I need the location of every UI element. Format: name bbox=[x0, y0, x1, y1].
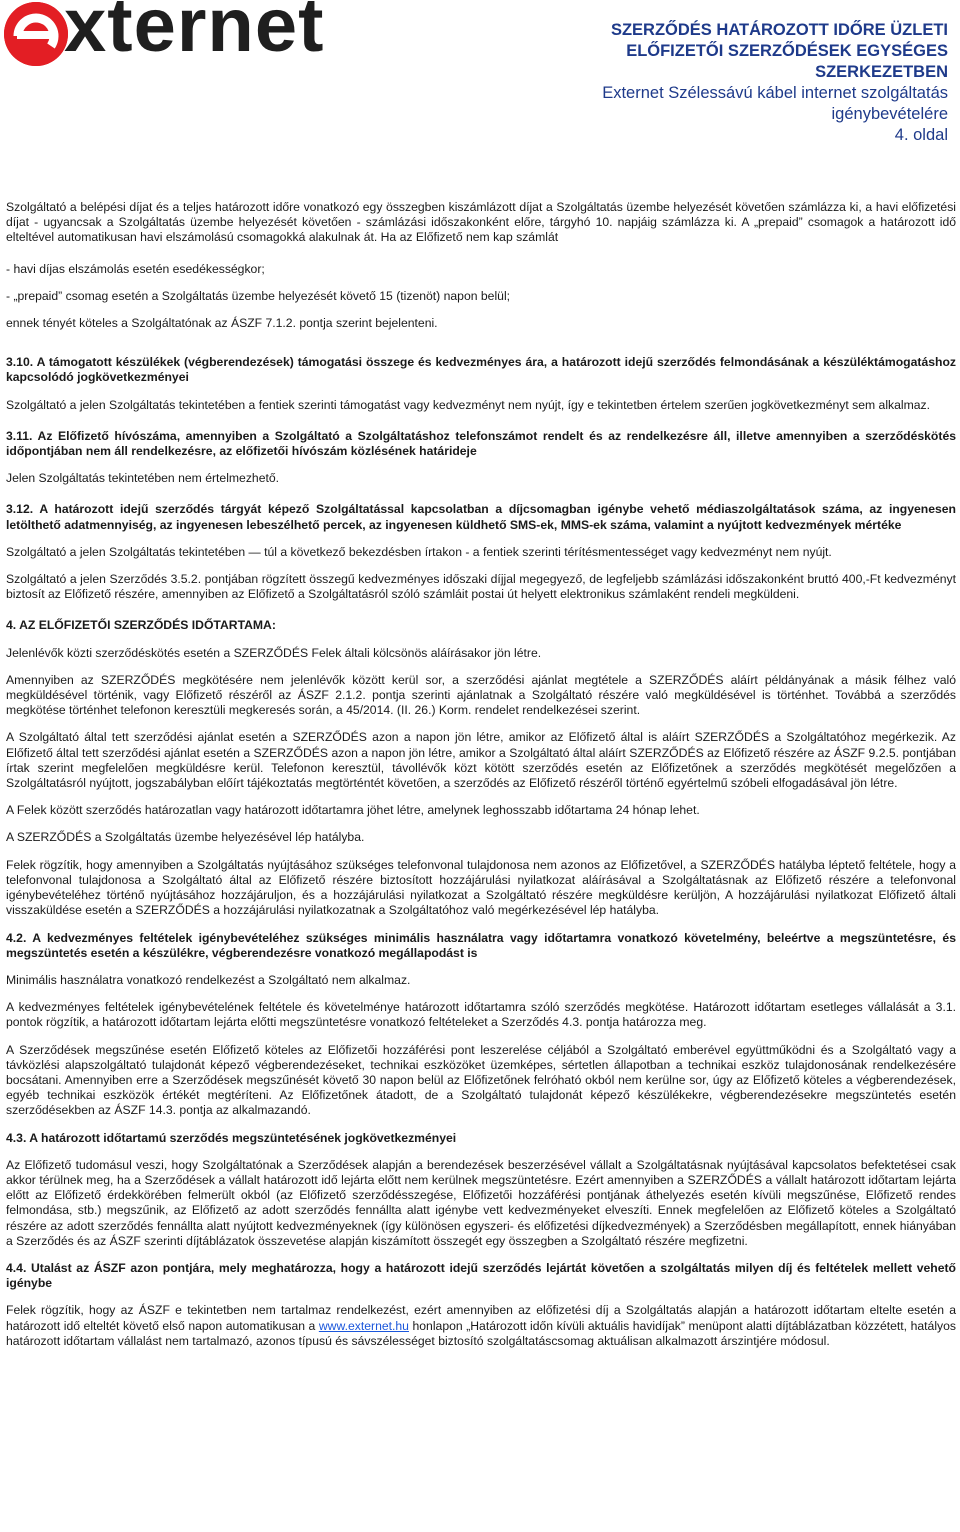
paragraph-4-4 bbox=[6, 1303, 956, 1349]
paragraph-4-e: A SZERZŐDÉS a Szolgáltatás üzembe helyezésével lép hatályba. bbox=[6, 830, 365, 845]
paragraph-4-a: Jelenlévők közti szerződéskötés esetén a SZERZŐDÉS Felek általi kölcsönös aláírásakor jön létre. bbox=[6, 645, 542, 660]
title-line-3: SZERKEZETBEN bbox=[815, 63, 948, 81]
paragraph-4-2-c: A Szerződések megszűnése esetén Előfizető köteles az Előfizetői hozzáférési pont leszerelése céljából a Szolgáltató emberével együttműködni és a Szolgáltató vagy a távközlési alapszolgáltató tulajdonát képező végberendezéseket, technikai eszközöket üzemképes, sértetlen állapotban a technikai eszköz tulajdonosának rendelkezésére bocsátani. Amennyiben erre a Szerződések megszűnését követő 30 napon belül az Előfizetőnek felróható okból nem kerülne sor, úgy az Előfizető köteles a végberendezések, egyéb technikai eszközök értékét megtéríteni. Az Előfizetőnek átadott, de a Szolgáltató tulajdonát képező készülékekre, végberendezésekre megszüntetés esetén szerződésekben az ÁSZF 14.3. pontja az alkalmazandó. bbox=[6, 1042, 956, 1118]
logo-wordmark: xternet bbox=[64, 0, 325, 68]
list-item-prepaid: - „prepaid” csomag esetén a Szolgáltatás üzembe helyezését követő 15 (tizenöt) napon belül; bbox=[6, 288, 511, 303]
paragraph-4-3: Az Előfizető tudomásul veszi, hogy Szolgáltatónak a Szerződések alapján a berendezések beszerzésével vállalt a Szolgáltatásnak nyújtásával kapcsolatos befektetései csak akkor térülnek meg, ha a Szerződések a vállalt határozott idő lejárta előtt nem kerülnek megszüntetésre. Ezért amennyiben a SZERZŐDÉS a vállalt határozott időtartam lejárta előtt az Előfizető érdekkörében felmerült okból (az Előfizető szerződésszegése, Előfizetői hozzáférési pontjának áthelyezés esetén kívüli megszűnése, Előfizető rendes felmondása, stb.) megszűnik, az Előfizető az adott szerződés fennállta alatt igénybe vett kedvezményeket elveszíti. Ennek megfelelően az Előfizető köteles a Szolgáltató részére az adott szerződés fennállta alatt nyújtott kedvezményeknek (így különösen egyszeri- és előfizetési díjkedvezmények) a Szerződésben megállapított, ennek hiányában a Szerződés és az ÁSZF szerinti díjtáblázatok összevetése alapján kiszámított összegét egy összegben a Szolgáltató részére megfizetni. bbox=[6, 1157, 956, 1248]
heading-3-12: 3.12. A határozott idejű szerződés tárgyát képező Szolgáltatással kapcsolatban a díjcsomagban igénybe vehető médiaszolgáltatások száma, az ingyenesen letölthető adatmennyiség, az ingyenesen lebeszélhető percek, az ingyenesen küldhető SMS-ek, MMS-ek száma, valamint a nyújtott kedvezmények mértéke bbox=[6, 502, 956, 532]
paragraph-4-c: A Szolgáltató által tett szerződési ajánlat esetén a SZERZŐDÉS azon a napon jön létre, amikor az Előfizető által is aláírt SZERZŐDÉS a Szolgáltatóhoz megérkezik. Az Előfizető által tett szerződési ajánlat esetén a SZERZŐDÉS azon a napon jön létre, amikor a Szolgáltató által aláírt SZERZŐDÉS az Előfizető részére az ÁSZF 9.2.5. pontjában írtak szerint megfelelően megküldésre kerül. Telefonon keresztül, távollévők közt kötött szerződés esetén az Előfizetőnek a szerződés megkötését megelőzően a Szolgáltatásról nyújtott, jogszabályban előírt tájékoztatás megtörténtét követően, a szerződés az Előfizető részéről történő egyértelmű szóbeli elfogadásával jön létre. bbox=[6, 730, 956, 791]
document-body bbox=[6, 200, 956, 1349]
heading-4-2: 4.2. A kedvezményes feltételek igénybevételéhez szükséges minimális használatra vagy időtartamra vonatkozó követelmény, beleértve a megszüntetésre, és megszüntetés esetén a készülékre, végberendezésre vonatkozó megállapodást is bbox=[6, 930, 956, 960]
title-line-2: ELŐFIZETŐI SZERZŐDÉSEK EGYSÉGES bbox=[626, 42, 948, 60]
paragraph-4-2-b: A kedvezményes feltételek igénybevételének feltétele és követelménye határozott időtartamra szóló szerződés megkötése. Határozott időtartam esetleges vállalását a 3.1. pontok rögzítik, a határozott időtartam lejárta előtti megszüntetésre vonatkozó feltételeket a Szerződés 4.3. pontja határozza meg. bbox=[6, 1000, 956, 1030]
list-item-monthly: - havi díjas elszámolás esetén esedékességkor; bbox=[6, 261, 265, 276]
paragraph-billing: Szolgáltató a belépési díjat és a teljes határozott időre vonatkozó egy összegben kiszámlázott díjat a Szolgáltatás üzembe helyezését követően számlázza ki, a havi előfizetési díjat - ugyancsak a Szolgáltatás üzembe helyezését követően - számlázási időszakonként előre, tárgyhó 10. napjáig számlázza ki. A „prepaid” csomagok a határozott idő elteltével automatikusan havi elszámolású csomagokká alakulnak át. Ha az Előfizető nem kap számlát bbox=[6, 200, 956, 245]
heading-3-10: 3.10. A támogatott készülékek (végberendezések) támogatási összege és kedvezményes ára, a határozott idejű szerződés felmondásának a készüléktámogatáshoz kapcsolódó jogkövetkezményei bbox=[6, 355, 956, 385]
externet-logo bbox=[4, 2, 364, 74]
paragraph-4-d: A Felek között szerződés határozatlan vagy határozott időtartamra jöhet létre, amelynek leghosszabb időtartama 24 hónap lehet. bbox=[6, 803, 700, 818]
paragraph-notify: ennek tényét köteles a Szolgáltatónak az ÁSZF 7.1.2. pontja szerint bejelenteni. bbox=[6, 316, 438, 331]
paragraph-3-12-a: Szolgáltató a jelen Szolgáltatás tekintetében — túl a következő bekezdésben írtakon - a fentiek szerinti térítésmentességet vagy kedvezményt nem nyújt. bbox=[6, 544, 832, 559]
heading-4: 4. AZ ELŐFIZETŐI SZERZŐDÉS IDŐTARTAMA: bbox=[6, 618, 276, 633]
heading-3-11: 3.11. Az Előfizető hívószáma, amennyiben a Szolgáltató a Szolgáltatáshoz telefonszámot rendelt és az rendelkezésre áll, illetve amennyiben a szerződéskötés időpontjában nem áll rendelkezésre, az előfizetői hívószám közlésének határideje bbox=[6, 428, 956, 459]
paragraph-4-f: Felek rögzítik, hogy amennyiben a Szolgáltatás nyújtásához szükséges telefonvonal tulajdonosa nem azonos az Előfizetővel, a SZERZŐDÉS hatályba léptető feltétele, hogy a telefonvonal tulajdonosa a Szolgáltató által az Előfizető részére biztosított hozzájárulási nyilatkozat aláírásával a Szolgáltatásnak az Előfizető részére a telefonvonal igénybevételéhez történő nyújtásához hozzájáruljon, és a hozzájárulási nyilatkozat a Szolgáltató részére megküldésre kerüljön, A hozzájárulási nyilatkozat Előfizető általi visszaküldése esetén a SZERZŐDÉS a hozzájárulási nyilatkozatnak a Szolgáltatóhoz való megérkezésével lép hatályba. bbox=[6, 857, 956, 918]
paragraph-4-4-end: honlapon „Határozott időn kívüli aktuális havidíjak” menüpont alatti díjtáblázatban közzétett, hatályos határozott időtartam vállalást nem tartalmazó, azonos típusú és sávszélességet biztosító szolgáltatáscsomag aktuálisan alkalmazott árszintjére módosul. bbox=[6, 1318, 956, 1348]
page-number: 4. oldal bbox=[894, 126, 948, 144]
heading-4-3: 4.3. A határozott időtartamú szerződés megszüntetésének jogkövetkezményei bbox=[6, 1130, 457, 1145]
externet-website-link[interactable]: www.externet.hu bbox=[318, 1318, 409, 1333]
logo-e-mark bbox=[4, 2, 68, 66]
logo-e-glyph bbox=[4, 2, 68, 66]
subtitle-line-2: igénybevételére bbox=[831, 105, 948, 123]
document-title-block bbox=[528, 20, 948, 146]
paragraph-4-b: Amennyiben az SZERZŐDÉS megkötésére nem jelenlévők között kerül sor, a szerződési ajánlat megtétele a SZERZŐDÉS aláírt példányának a másik félhez való megküldésével történik, vagy Előfizető részéről az ÁSZF 2.1.2. pontja szerinti ajánlatnak a Szolgáltató részére való megküldésével is történhet. Továbbá a szerződés megkötése történhet telefonon keresztüli megkeresés során, a 45/2014. (II. 26.) Korm. rendelet rendelkezései szerint. bbox=[6, 672, 956, 718]
heading-4-4: 4.4. Utalást az ÁSZF azon pontjára, mely meghatározza, hogy a határozott idejű szerződés lejártát követően a szolgáltatás milyen díj és feltételek mellett vehető igénybe bbox=[6, 1260, 956, 1291]
subtitle-line-1: Externet Szélessávú kábel internet szolgáltatás bbox=[602, 84, 948, 102]
paragraph-3-11: Jelen Szolgáltatás tekintetében nem értelmezhető. bbox=[6, 471, 280, 486]
paragraph-3-12-b: Szolgáltató a jelen Szerződés 3.5.2. pontjában rögzített összegű kedvezményes időszaki díjjal megegyező, de legfeljebb számlázási időszakonként bruttó 400,-Ft kedvezményt biztosít az Előfizető részére, amennyiben az Előfizető a Szolgáltatásról szóló számláit postai út helyett elektronikus számlaként rendeli megküldeni. bbox=[6, 572, 956, 602]
title-line-1: SZERZŐDÉS HATÁROZOTT IDŐRE ÜZLETI bbox=[610, 21, 948, 39]
paragraph-4-2-a: Minimális használatra vonatkozó rendelkezést a Szolgáltató nem alkalmaz. bbox=[6, 972, 411, 987]
page-header bbox=[0, 0, 960, 160]
paragraph-4-4-start: Felek rögzítik, hogy az ÁSZF e tekintetben nem tartalmaz rendelkezést, ezért amennyiben az előfizetési díj a Szolgáltatás alapján a határozott időtartam eltelte esetén a határozott idő elteltét követő első napon automatikusan a bbox=[6, 1303, 956, 1333]
paragraph-3-10: Szolgáltató a jelen Szolgáltatás tekintetében a fentiek szerinti támogatást vagy kedvezményt nem nyújt, így e tekintetben értelem szerűen jogkövetkezményt sem alkalmaz. bbox=[6, 397, 931, 412]
